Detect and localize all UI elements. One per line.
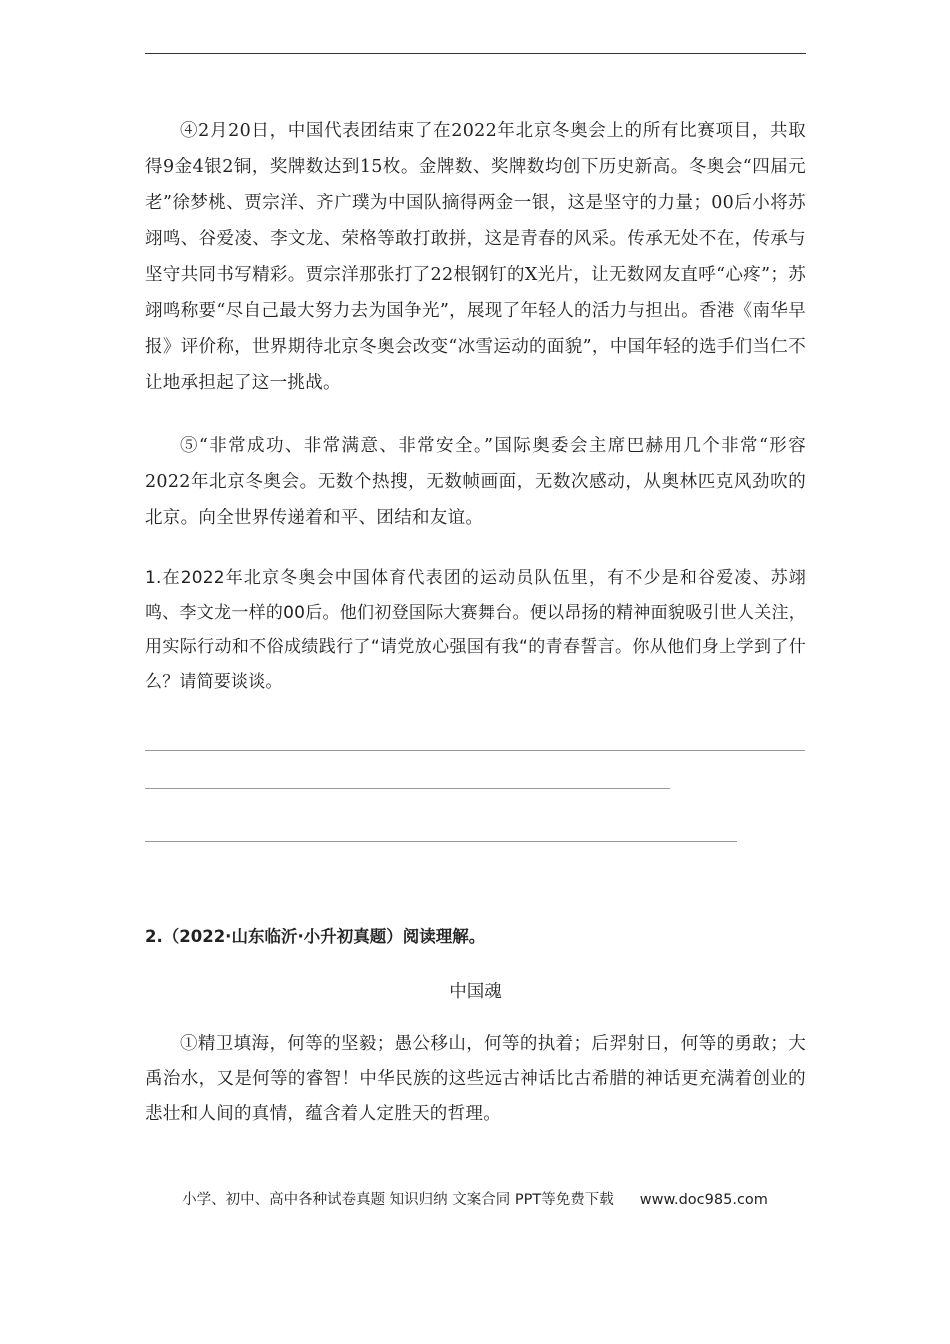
footer-url-link[interactable]: www.doc985.com (639, 1192, 768, 1208)
page-footer (0, 1188, 950, 1209)
passage-paragraph-1: ①精卫填海，何等的坚毅；愚公移山，何等的执着；后羿射日，何等的勇敢；大禹治水，又是何等的睿智！中华民族的这些远古神话比古希腊的神话更充满着创业的悲壮和人间的真情，蕴含着人定胜天的哲理。 (145, 1034, 806, 1124)
header-rule (145, 53, 806, 54)
question-1: 1.在2022年北京冬奥会中国体育代表团的运动员队伍里，有不少是和谷爱凌、苏翊鸣、李文龙一样的00后。他们初登国际大赛舞台。便以昂扬的精神面貌吸引世人关注，用实际行动和不俗成绩践行了“请党放心强国有我“的青春誓言。你从他们身上学到了什么？请简要谈谈。 (145, 568, 806, 692)
answer-line (145, 788, 670, 789)
paragraph-5: ⑤“非常成功、非常满意、非常安全。”国际奥委会主席巴赫用几个非常“形容2022年北京冬奥会。无数个热搜，无数帧画面，无数次感动，从奥林匹克风劲吹的北京。向全世界传递着和平、团结和友谊。 (145, 436, 806, 528)
question-2-heading: 2.（2022·山东临沂·小升初真题）阅读理解。 (145, 927, 486, 946)
answer-line (145, 841, 737, 842)
footer-text: 小学、初中、高中各种试卷真题 知识归纳 文案合同 PPT等免费下载 (182, 1192, 614, 1208)
paragraph-4: ④2月20日，中国代表团结束了在2022年北京冬奥会上的所有比赛项目，共取得9金4银2铜，奖牌数达到15枚。金牌数、奖牌数均创下历史新高。冬奥会“四届元老”徐梦桃、贾宗洋、齐广璞为中国队摘得两金一银，这是坚守的力量；00后小将苏翊鸣、谷爱凌、李文龙、荣格等敢打敢拼，这是青春的风采。传承无处不在，传承与坚守共同书写精彩。贾宗洋那张打了22根钢钉的X光片，让无数网友直呼“心疼”；苏翊鸣称要“尽自己最大努力去为国争光”，展现了年轻人的活力与担出。香港《南华早报》评价称，世界期待北京冬奥会改变“冰雪运动的面貌”，中国年轻的选手们当仁不让地承担起了这一挑战。 (145, 121, 806, 393)
passage-title: 中国魂 (449, 982, 502, 1002)
answer-line (145, 750, 805, 751)
